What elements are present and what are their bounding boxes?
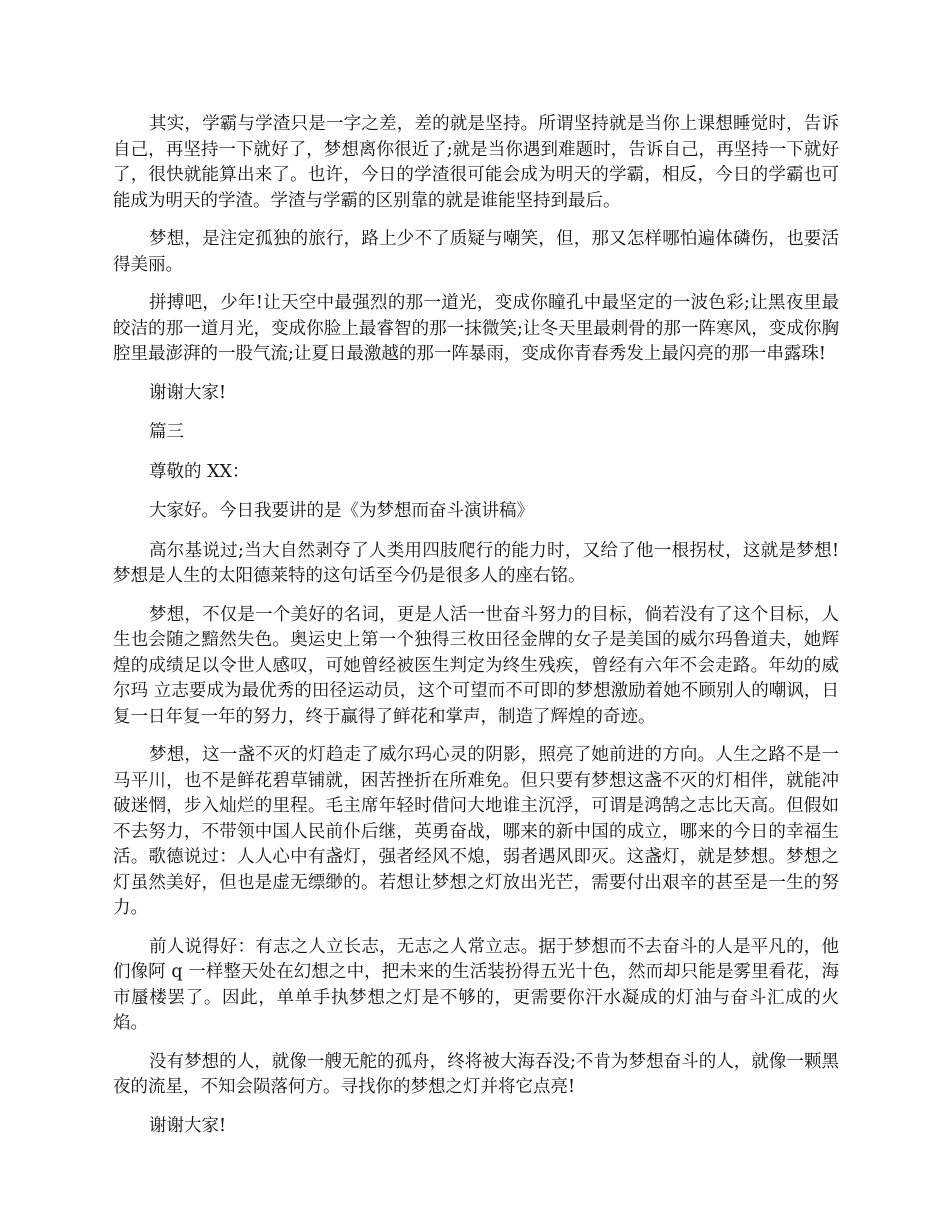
paragraph-persistence: 其实，学霸与学渣只是一字之差，差的就是坚持。所谓坚持就是当你上课想睡觉时，告诉自己，再坚持一下就好了，梦想离你很近了;就是当你遇到难题时，告诉自己，再坚持一下就好了，很快就能算出来了。也许，今日的学渣很可能会成为明天的学霸，相反，今日的学霸也可能成为明天的学渣。学渣与学霸的区别靠的就是谁能坚持到最后。 bbox=[113, 114, 839, 211]
paragraph-no-dream: 没有梦想的人，就像一艘无舵的孤舟，终将被大海吞没;不肯为梦想奋斗的人，就像一颗黑夜的流星，不知会陨落何方。寻找你的梦想之灯并将它点亮! bbox=[113, 1051, 839, 1097]
paragraph-dream-journey: 梦想，是注定孤独的旅行，路上少不了质疑与嘲笑，但，那又怎样哪怕遍体磷伤，也要活得美丽。 bbox=[113, 229, 839, 275]
salutation: 尊敬的 XX： bbox=[149, 461, 250, 482]
document-body bbox=[113, 112, 839, 1153]
paragraph-greeting: 大家好。今日我要讲的是《为梦想而奋斗演讲稿》 bbox=[149, 501, 534, 521]
paragraph-thanks-2: 谢谢大家! bbox=[149, 1115, 227, 1136]
paragraph-gorky-quote: 高尔基说过;当大自然剥夺了人类用四肢爬行的能力时，又给了他一根拐杖，这就是梦想!梦想是人生的太阳德莱特的这句话至今仍是很多人的座右铭。 bbox=[113, 540, 839, 586]
paragraph-strive: 拼搏吧，少年!让天空中最强烈的那一道光，变成你瞳孔中最坚定的一波色彩;让黑夜里最皎洁的那一道月光，变成你脸上最睿智的那一抹微笑;让冬天里最刺骨的那一阵寒风，变成你胸腔里最澎湃的一股气流;让夏日最激越的那一阵暴雨，变成你青春秀发上最闪亮的那一串露珠! bbox=[113, 293, 839, 364]
paragraph-lamp: 梦想，这一盏不灭的灯趋走了威尔玛心灵的阴影，照亮了她前进的方向。人生之路不是一马平川，也不是鲜花碧草铺就，困苦挫折在所难免。但只要有梦想这盏不灭的灯相伴，就能冲破迷惘，步入灿烂的里程。毛主席年轻时借问大地谁主沉浮，可谓是鸿鹄之志比天高。但假如不去努力，不带领中国人民前仆后继，英勇奋战，哪来的新中国的成立，哪来的今日的幸福生活。歌德说过：人人心中有盏灯，强者经风不熄，弱者遇风即灭。这盏灯，就是梦想。梦想之灯虽然美好，但也是虚无缥缈的。若想让梦想之灯放出光芒，需要付出艰辛的甚至是一生的努力。 bbox=[113, 745, 839, 918]
paragraph-thanks-1: 谢谢大家! bbox=[149, 382, 227, 403]
paragraph-wilma: 梦想，不仅是一个美好的名词，更是人活一世奋斗努力的目标，倘若没有了这个目标，人生也会随之黯然失色。奥运史上第一个独得三枚田径金牌的女子是美国的威尔玛鲁道夫，她辉煌的成绩足以令世人感叹，可她曾经被医生判定为终生残疾，曾经有六年不会走路。年幼的威尔玛 立志要成为最优秀的田径运动员，这个可望而不可即的梦想激励着她不顾别人的嘲讽，日复一日年复一年的努力，终于赢得了鲜花和掌声，制造了辉煌的奇迹。 bbox=[113, 604, 839, 727]
section-heading: 篇三 bbox=[149, 422, 184, 442]
paragraph-ambition: 前人说得好：有志之人立长志，无志之人常立志。据于梦想而不去奋斗的人是平凡的，他们像阿 q 一样整天处在幻想之中，把未来的生活装扮得五光十色，然而却只能是雾里看花，海市蜃楼罢了。因此，单单手执梦想之灯是不够的，更需要你汗水凝成的灯油与奋斗汇成的火焰。 bbox=[113, 936, 839, 1033]
